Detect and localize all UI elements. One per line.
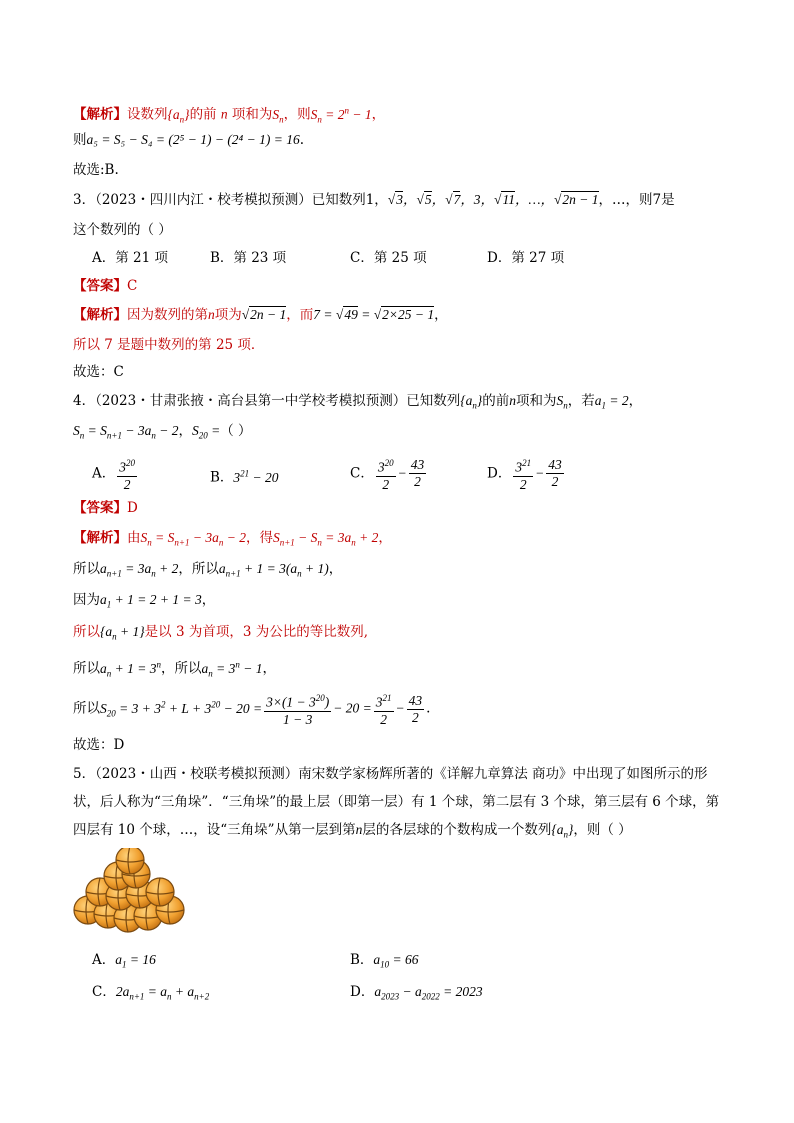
q2-solution-line-2: 则a₅ = S₅ − S₄ = (2⁵ − 1) − (2⁴ − 1) = 16.	[73, 132, 305, 148]
ball	[146, 878, 174, 906]
text-segment: 的前	[482, 393, 510, 409]
text-segment: ，得	[245, 530, 273, 546]
jiexi-label: 【解析】	[73, 530, 127, 546]
q5-option-b: B．$a_{10} = 66$	[350, 952, 419, 970]
q5-option-c: C．$2a_{n+1} = a_n + a_{n+2}$	[92, 984, 210, 1002]
q4-solution-line-2: 所以$a_{n+1} = 3a_n + 2$，所以$a_{n+1} + 1 = 3(a_n + 1)$，	[73, 561, 343, 579]
text-segment: 由	[127, 530, 141, 546]
text-segment: 所以	[174, 660, 202, 677]
q4-solution-line-6: 所以$S_{20} = 3 + 3^2 + L + 3^{20} - 20$ = $\frac{3\times(1 - 3^{20})}{1 - 3}$ − 20 = $\frac{3^{21}}{2}$ − $\frac{43}{2}$ .	[73, 686, 430, 731]
q4-solution-line-4: 所以$\{a_n + 1\}$是以 3 为首项，3 为公比的等比数列,	[73, 624, 369, 642]
q3-solution-line-2: 所以 7 是题中数列的第 25 项．	[73, 337, 265, 353]
q4-option-d: D． $\frac{3^{21}}{2}$ − $\frac{43}{2}$	[487, 455, 566, 493]
text-segment: 四层有 10 个球，…，设“三角垛”从第一层到第	[73, 822, 356, 838]
text-segment: ，若	[567, 393, 595, 409]
text-segment: ，…，则7是	[598, 192, 675, 208]
text-segment: 所以	[191, 561, 219, 577]
q4-choose: 故选：D	[73, 737, 125, 753]
answer-value: D	[127, 500, 138, 516]
text-segment: 的前	[189, 106, 217, 123]
basketball-pyramid-icon	[70, 848, 194, 940]
text-segment: 项和为	[231, 106, 273, 123]
q3-solution-line-1: 【解析】因为数列的第n项为√2n − 1，而7 = √49 = √2×25 − 1，	[73, 307, 448, 323]
q3-choose: 故选：C	[73, 364, 124, 380]
q4-stem-line-2: $S_n = S_{n+1} - 3a_n - 2$，$S_{20}$ =（ ）	[73, 423, 252, 441]
text-segment: 是以 3 为首项，3 为公比的等比数列,	[144, 624, 369, 640]
text-segment: ，而	[286, 307, 314, 323]
q5-option-a: A．$a_1 = 16$	[92, 952, 156, 970]
q5-option-d: D．$a_{2023} - a_{2022} = 2023$	[350, 984, 483, 1002]
jiexi-label: 【解析】	[73, 307, 127, 323]
q5-stem-line-2: 状，后人称为“三角垛”．“三角垛”的最上层（即第一层）有 1 个球，第二层有 3 个球，第三层有 6 个球，第	[73, 794, 720, 810]
text-segment: 设数列	[127, 106, 168, 123]
q4-answer	[73, 498, 138, 518]
answer-value: C	[127, 278, 138, 294]
q2-choose: 故选:B.	[73, 162, 119, 178]
text-segment: 项和为	[516, 393, 557, 409]
math-symbol: S	[310, 106, 318, 122]
text-segment: 因为	[73, 592, 100, 608]
q5-stem-line-3: 四层有 10 个球，…，设“三角垛”从第一层到第n层的各层球的个数构成一个数列$\{a_n\}$，则（ ）	[73, 822, 632, 840]
text-segment: 层的各层球的个数构成一个数列	[362, 822, 552, 838]
text-segment: 项为	[214, 307, 242, 323]
q5-stem-line-1: 5．（2023・山西・校联考模拟预测）南宋数学家杨辉所著的《详解九章算法 商功》中出现了如图所示的形	[73, 766, 708, 782]
text-segment: 3．（2023・四川内江・校考模拟预测）已知数列1，	[73, 192, 388, 208]
jiexi-label: 【解析】	[73, 106, 127, 123]
q3-option-b: B．第 23 项	[210, 250, 287, 266]
text-segment: ，则	[283, 106, 311, 123]
q4-solution-line-1: 【解析】由$S_n = S_{n+1} - 3a_n - 2$，得$S_{n+1} - S_n = 3a_n + 2$，	[73, 530, 392, 548]
q4-option-c: C． $\frac{3^{20}}{2}$ − $\frac{43}{2}$	[350, 455, 428, 493]
answer-label: 【答案】	[73, 500, 127, 516]
text-segment: 所以	[73, 624, 100, 640]
q4-solution-line-5: 所以$a_n + 1 = 3^n$，所以$a_n = 3^n - 1$，	[73, 659, 276, 679]
answer-label: 【答案】	[73, 278, 127, 294]
q4-stem-line-1: 4．（2023・甘肃张掖・高台县第一中学校考模拟预测）已知数列$\{a_n\}$的前n项和为$S_n$，若$a_1 = 2$，	[73, 393, 643, 411]
math-equation: a₅ = S₅ − S₄ = (2⁵ − 1) − (2⁴ − 1) = 16	[86, 132, 300, 147]
text-segment: 则	[73, 132, 87, 148]
q4-solution-line-3: 因为$a_1 + 1 = 2 + 1 = 3$，	[73, 592, 216, 610]
q3-option-c: C．第 25 项	[350, 250, 427, 266]
q4-option-a: A． $\frac{3^{20}}{2}$	[92, 455, 139, 493]
text-segment: （ ）	[220, 423, 252, 439]
text-segment: 所以	[73, 561, 100, 577]
q3-option-d: D．第 27 项	[487, 250, 565, 266]
text-segment: ，则（ ）	[573, 822, 632, 838]
text-segment: 所以	[73, 700, 100, 717]
q3-stem-line-1: 3．（2023・四川内江・校考模拟预测）已知数列1，√3，√5，√7，3，√11，…，√2n − 1，…，则7是	[73, 192, 675, 208]
text-segment: 4．（2023・甘肃张掖・高台县第一中学校考模拟预测）已知数列	[73, 393, 461, 409]
q3-answer	[73, 276, 137, 296]
q2-solution-line-1: 【解析】设数列$\{a_n\}$的前 n 项和为$S_n$，则$S_n = 2^n - 1$，	[73, 105, 386, 125]
q4-option-b: B．$3^{21} - 20$	[210, 468, 279, 486]
q3-option-a: A．第 21 项	[92, 250, 169, 266]
text-segment: 所以	[73, 660, 100, 677]
q3-stem-line-2: 这个数列的（ ）	[73, 222, 172, 238]
text-segment: 因为数列的第	[127, 307, 208, 323]
